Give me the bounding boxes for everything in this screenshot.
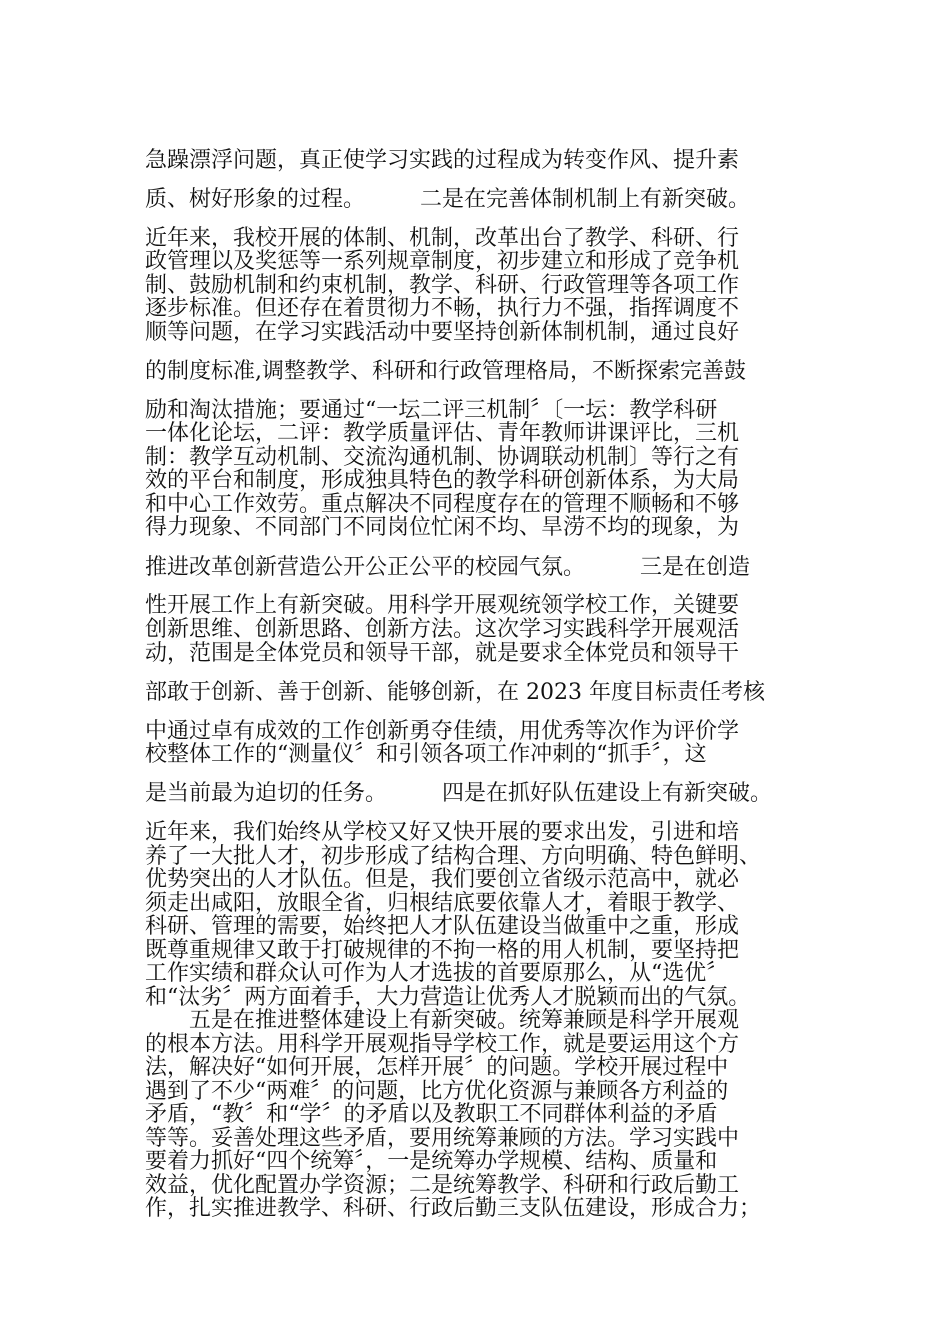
text-line: 制：教学互动机制、交流沟通机制、协调联动机制〕等行之有 xyxy=(145,445,740,470)
text-line: 顺等问题，在学习实践活动中要坚持创新体制机制，通过良好 xyxy=(145,320,740,345)
text-line: 励和淘汰措施；要通过“一坛二评三机制〞〔一坛：教学科研 xyxy=(145,398,718,423)
text-line: 矛盾，“教〞和“学〞的矛盾以及教职工不同群体利益的矛盾 xyxy=(145,1102,718,1127)
text-line: 和中心工作效劳。重点解决不同程度存在的管理不顺畅和不够 xyxy=(145,492,740,517)
text-line: 是当前最为迫切的任务。 四是在抓好队伍建设上有新突破。 xyxy=(145,781,773,806)
text-line: 急躁漂浮问题，真正使学习实践的过程成为转变作风、提升素 xyxy=(145,148,740,173)
text-line: 动，范围是全体党员和领导干部，就是要求全体党员和领导干 xyxy=(145,641,740,666)
text-line: 政管理以及奖惩等一系列规章制度，初步建立和形成了竞争机 xyxy=(145,249,740,274)
text-line: 要着力抓好“四个统筹〞，一是统筹办学规模、结构、质量和 xyxy=(145,1149,718,1174)
text-line: 等等。妥善处理这些矛盾，要用统筹兼顾的方法。学习实践中 xyxy=(145,1126,740,1151)
text-line: 制、鼓励机制和约束机制，教学、科研、行政管理等各项工作 xyxy=(145,273,740,298)
text-line: 创新思维、创新思路、创新方法。这次学习实践科学开展观活 xyxy=(145,617,740,642)
text-line: 须走出咸阳，放眼全省，归根结底要依靠人才，着眼于教学、 xyxy=(145,891,740,916)
text-line: 中通过卓有成效的工作创新勇夺佳绩，用优秀等次作为评价学 xyxy=(145,719,740,744)
text-line: 得力现象、不同部门不同岗位忙闲不均、旱涝不均的现象，为 xyxy=(145,515,740,540)
text-line: 的制度标准,调整教学、科研和行政管理格局，不断探索完善鼓 xyxy=(145,359,746,384)
text-line: 一体化论坛，二评：教学质量评估、青年教师讲课评比，三机 xyxy=(145,421,740,446)
text-line: 法，解决好“如何开展，怎样开展〞的问题。学校开展过程中 xyxy=(145,1055,729,1080)
text-line: 养了一大批人才，初步形成了结构合理、方向明确、特色鲜明、 xyxy=(145,844,762,869)
text-line: 的根本方法。用科学开展观指导学校工作，就是要运用这个方 xyxy=(145,1032,740,1057)
text-line: 效益，优化配置办学资源；二是统筹教学、科研和行政后勤工 xyxy=(145,1173,740,1198)
text-line: 工作实绩和群众认可作为人才选拔的首要原那么，从“选优〞 xyxy=(145,961,729,986)
text-line: 逐步标准。但还存在着贯彻力不畅，执行力不强，指挥调度不 xyxy=(145,296,740,321)
text-line: 既尊重规律又敢于打破规律的不拘一格的用人机制，要坚持把 xyxy=(145,938,740,963)
text-line: 部敢于创新、善于创新、能够创新，在 2023 年度目标责任考核 xyxy=(145,680,765,705)
text-line: 性开展工作上有新突破。用科学开展观统领学校工作，关键要 xyxy=(145,593,740,618)
text-line: 效的平台和制度，形成独具特色的教学科研创新体系，为大局 xyxy=(145,468,740,493)
text-line: 优势突出的人才队伍。但是，我们要创立省级示范高中，就必 xyxy=(145,867,740,892)
text-line: 近年来，我校开展的体制、机制，改革出台了教学、科研、行 xyxy=(145,226,740,251)
paragraph-start-line: 五是在推进整体建设上有新突破。统筹兼顾是科学开展观 xyxy=(189,1008,740,1033)
text-line: 和“汰劣〞两方面着手，大力营造让优秀人才脱颖而出的气氛。 xyxy=(145,985,751,1010)
text-line: 科研、管理的需要，始终把人才队伍建设当做重中之重，形成 xyxy=(145,914,740,939)
text-line: 遇到了不少“两难〞的问题，比方优化资源与兼顾各方利益的 xyxy=(145,1079,729,1104)
text-line: 近年来，我们始终从学校又好又快开展的要求出发，引进和培 xyxy=(145,820,740,845)
text-line: 作，扎实推进教学、科研、行政后勤三支队伍建设，形成合力； xyxy=(145,1196,762,1221)
text-line: 校整体工作的“测量仪〞和引领各项工作冲刺的“抓手〞，这 xyxy=(145,742,707,767)
text-line: 质、树好形象的过程。 二是在完善体制机制上有新突破。 xyxy=(145,187,751,212)
text-line: 推进改革创新营造公开公正公平的校园气氛。 三是在创造 xyxy=(145,555,751,580)
